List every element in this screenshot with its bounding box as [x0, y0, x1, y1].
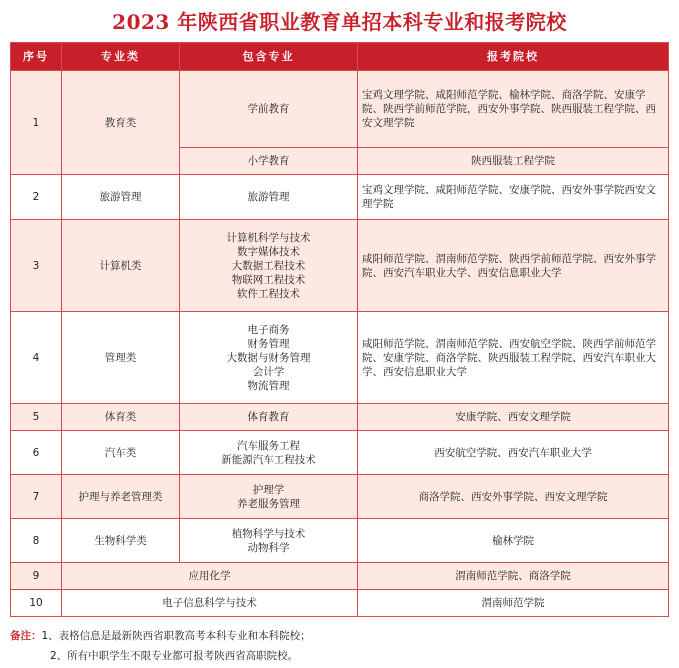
table-row — [11, 519, 669, 563]
table-row — [11, 71, 669, 148]
row-schools: 榆林学院 — [358, 519, 669, 563]
major-item: 养老服务管理 — [237, 497, 300, 510]
row-majors — [180, 475, 358, 519]
note-line-1 — [10, 626, 311, 646]
row-majors: 学前教育 — [180, 71, 358, 148]
row-majors: 小学教育 — [180, 148, 358, 175]
row-schools: 咸阳师范学院、渭南师范学院、陕西学前师范学院、西安外事学院、西安汽车职业大学、西安信息职业大学 — [358, 220, 669, 312]
row-schools: 安康学院、西安文理学院 — [358, 404, 669, 431]
row-category: 计算机类 — [62, 220, 180, 312]
major-item: 物流管理 — [247, 379, 290, 392]
header-category: 专业类 — [62, 43, 180, 71]
row-schools: 宝鸡文理学院、咸阳师范学院、榆林学院、商洛学院、安康学院、陕西学前师范学院，西安外事学院、陕西服装工程学院、西安文理学院 — [358, 71, 669, 148]
row-merged-major: 应用化学 — [62, 563, 358, 590]
table-row — [11, 312, 669, 404]
major-item: 护理学 — [252, 483, 285, 496]
row-category: 护理与养老管理类 — [62, 475, 180, 519]
row-num: 7 — [11, 475, 62, 519]
row-majors — [180, 220, 358, 312]
major-item: 财务管理 — [247, 337, 290, 350]
major-item: 计算机科学与技术 — [226, 231, 311, 244]
row-schools: 渭南师范学院 — [358, 590, 669, 617]
table-row — [11, 475, 669, 519]
major-item: 汽车服务工程 — [237, 439, 300, 452]
row-schools: 渭南师范学院、商洛学院 — [358, 563, 669, 590]
row-schools: 宝鸡文理学院、咸阳师范学院、安康学院、西安外事学院西安文理学院 — [358, 175, 669, 220]
table-row — [11, 563, 669, 590]
table-row — [11, 404, 669, 431]
table-row — [11, 220, 669, 312]
row-category: 生物科学类 — [62, 519, 180, 563]
majors-table — [10, 42, 669, 617]
row-majors — [180, 431, 358, 475]
row-merged-major: 电子信息科学与技术 — [62, 590, 358, 617]
row-num: 9 — [11, 563, 62, 590]
note-line-2: 2、所有中职学生不限专业都可报考陕西省高职院校。 — [50, 650, 299, 662]
header-majors: 包含专业 — [180, 43, 358, 71]
major-item: 大数据与财务管理 — [226, 351, 311, 364]
major-item: 新能源汽车工程技术 — [221, 453, 316, 466]
major-item: 植物科学与技术 — [231, 527, 306, 540]
major-item: 软件工程技术 — [237, 287, 300, 300]
row-num: 1 — [11, 71, 62, 175]
row-num: 8 — [11, 519, 62, 563]
row-num: 10 — [11, 590, 62, 617]
header-num: 序号 — [11, 43, 62, 71]
major-item: 大数据工程技术 — [231, 259, 306, 272]
row-category: 体育类 — [62, 404, 180, 431]
major-item: 数字媒体技术 — [237, 245, 300, 258]
header-schools: 报考院校 — [358, 43, 669, 71]
row-num: 4 — [11, 312, 62, 404]
row-schools: 商洛学院、西安外事学院、西安文理学院 — [358, 475, 669, 519]
table-row — [11, 431, 669, 475]
row-schools: 陕西服装工程学院 — [358, 148, 669, 175]
row-majors — [180, 312, 358, 404]
row-num: 6 — [11, 431, 62, 475]
note-text-1: 1、表格信息是最新陕西省职教高考本科专业和本科院校； — [41, 630, 311, 642]
major-item: 会计学 — [252, 365, 285, 378]
row-majors — [180, 519, 358, 563]
row-category: 管理类 — [62, 312, 180, 404]
notes — [10, 626, 311, 666]
row-schools: 西安航空学院、西安汽车职业大学 — [358, 431, 669, 475]
row-num: 3 — [11, 220, 62, 312]
major-item: 物联网工程技术 — [231, 273, 306, 286]
row-majors: 旅游管理 — [180, 175, 358, 220]
row-schools: 咸阳师范学院、渭南师范学院、西安航空学院、陕西学前师范学院、安康学院、商洛学院、陕西服装工程学院、西安汽车职业大学、西安信息职业大学 — [358, 312, 669, 404]
page-title: 2023 年陕西省职业教育单招本科专业和报考院校 — [112, 10, 567, 34]
row-category: 汽车类 — [62, 431, 180, 475]
major-item: 电子商务 — [247, 323, 290, 336]
table-header — [11, 43, 669, 71]
row-category: 旅游管理 — [62, 175, 180, 220]
row-num: 5 — [11, 404, 62, 431]
table-row — [11, 590, 669, 617]
major-item: 动物科学 — [247, 541, 290, 554]
row-num: 2 — [11, 175, 62, 220]
row-category: 教育类 — [62, 71, 180, 175]
row-majors: 体育教育 — [180, 404, 358, 431]
table-row — [11, 175, 669, 220]
notes-label: 备注： — [10, 630, 42, 642]
